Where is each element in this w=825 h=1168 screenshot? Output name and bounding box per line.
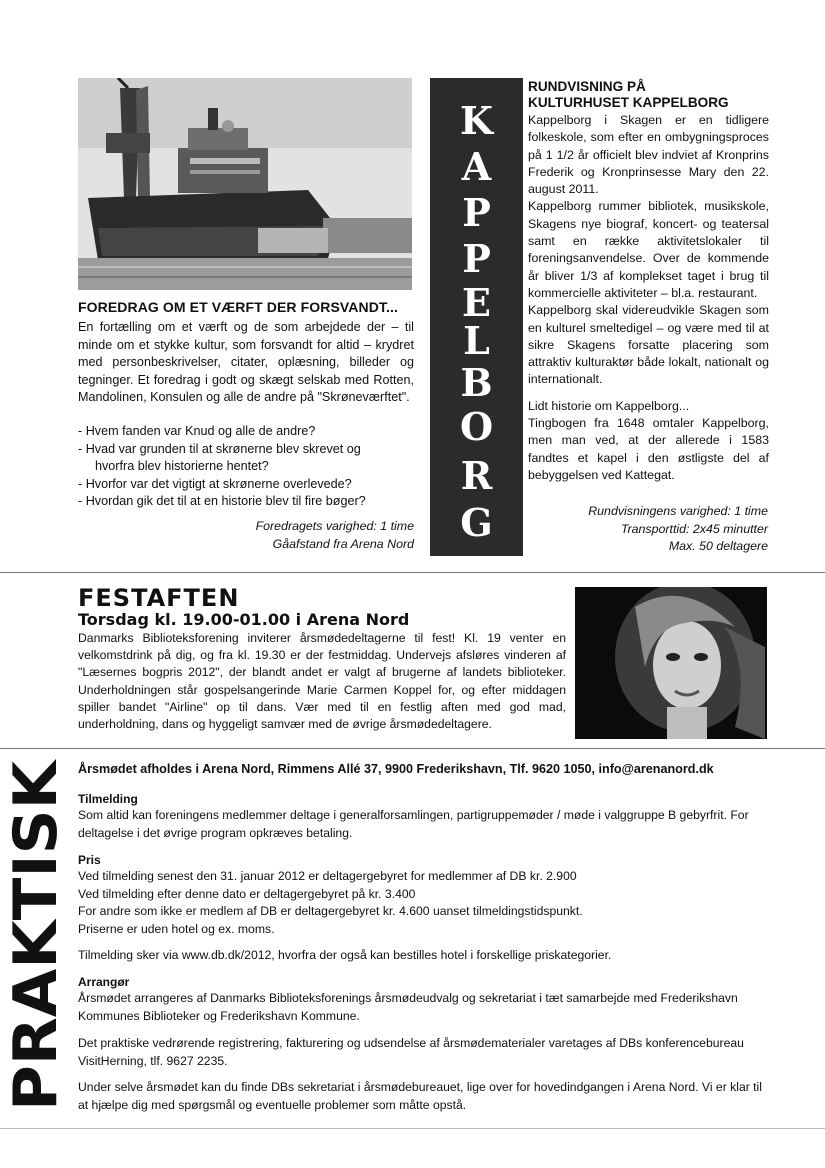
foredrag-body: En fortælling om et værft og de som arbejdede der – til minde om et stykke kultur, som forsvandt for altid – krydret med personbeskrivelser, citater, oplæsning, billeder og tegninger. Et foredrag i godt og skægt selskab med Rotten, Mandolinen, Konsulen og alle de andre på "Skrøneværftet". <box>78 320 414 404</box>
pris-lines <box>78 868 770 938</box>
foredrag-duration: Foredragets varighed: 1 time <box>255 519 414 533</box>
foredrag-title: FOREDRAG OM ET VÆRFT DER FORSVANDT... <box>78 299 398 315</box>
kappelborg-banner <box>430 78 523 556</box>
rundvisning-title <box>528 79 773 111</box>
praktisk-headline: Årsmødet afholdes i Arena Nord, Rimmens Allé 37, 9900 Frederikshavn, Tlf. 9620 1050, info@arenanord.dk <box>78 762 714 776</box>
rundvisning-transport: Transporttid: 2x45 minutter <box>620 521 768 536</box>
pris-line: Priserne er uden hotel og ex. moms. <box>78 921 275 936</box>
question-2-cont: hvorfra blev historierne hentet? <box>95 459 269 473</box>
rundvisning-title-line2: KULTURHUSET KAPPELBORG <box>528 95 729 110</box>
web-tilmelding-text: Tilmelding sker via www.db.dk/2012, hvorfra der også kan bestilles hotel i forskellige priskategorier. <box>78 948 612 962</box>
pris-title: Pris <box>78 853 101 867</box>
arrangor-title: Arrangør <box>78 975 130 989</box>
praktisk-vertical-heading <box>0 756 70 1116</box>
pris-line: For andre som ikke er medlem af DB er deltagergebyret kr. 4.600 uanset tilmeldingstidspunkt. <box>78 904 583 918</box>
rundvisning-title-line1: RUNDVISNING PÅ <box>528 79 646 94</box>
divider <box>0 748 825 749</box>
arrangor-text: Årsmødet arrangeres af Danmarks Biblioteksforenings årsmødeudvalg og sekretariat i tæt samarbejde med Frederikshavn Kommunes Biblioteker og Frederikshavn Kommune. <box>78 991 738 1023</box>
registrering-text: Det praktiske vedrørende registrering, fakturering og udsendelse af årsmødematerialer varetages af DBs konferencebureau VisitHerning, tlf. 9627 2235. <box>78 1036 744 1068</box>
banner-letter: B <box>460 360 493 405</box>
rundvisning-p2: Kappelborg rummer bibliotek, musikskole, Skagens nye biograf, koncert- og teatersal samt en række aktivitetslokaler til foreningsanvendelse. Over de kommende år bliver 1/3 af komplekset taget i brug til kommercielle aktiviteter – bl.a. restaurant. <box>528 199 769 300</box>
pris-line: Ved tilmelding efter denne dato er deltagergebyret på kr. 3.400 <box>78 886 416 901</box>
banner-letter: A <box>461 144 492 189</box>
ship-photo <box>78 78 412 290</box>
rundvisning-meta <box>530 503 768 556</box>
rundvisning-p4: Lidt historie om Kappelborg... <box>528 398 690 413</box>
divider <box>0 572 825 573</box>
banner-letter: L <box>463 318 490 363</box>
singer-illustration <box>575 587 767 739</box>
rundvisning-duration: Rundvisningens varighed: 1 time <box>588 504 768 518</box>
tilmelding-text: Som altid kan foreningens medlemmer deltage i generalforsamlingen, partigruppemøder / møde i valggruppe B gebyrfrit. For deltagelse i det øvrige program opkræves betaling. <box>78 808 749 840</box>
festaften-title: FESTAFTEN <box>78 584 240 612</box>
foredrag-questions <box>78 423 418 511</box>
singer-photo <box>575 587 767 739</box>
banner-letter: R <box>460 453 493 498</box>
praktisk-text: PRAKTISK <box>1 774 70 1111</box>
festaften-body: Danmarks Biblioteksforening inviterer årsmødedeltagerne til fest! Kl. 19 venter en velkomstdrink på dig, og fra kl. 19.30 er der festmiddag. Undervejs afsløres vinderen af "Læsernes bogpris 2012", der blandt andet er valgt af brugerne af landets biblioteker. Underholdningen står gospelsangerinde Marie Carmen Koppel for, og efter middagen spiller bandet "Airline" op til dans. Vær med til en festlig aften med god mad, underholdning, dans og hyggeligt samvær med de øvrige årsmødedeltagere. <box>78 631 566 732</box>
rundvisning-body <box>528 112 769 484</box>
rundvisning-p1: Kappelborg i Skagen er en tidligere folkeskole, som efter en ombygningsproces på 1 1/2 år officielt blev indviet af Kronprins Frederik og Kronprinsesse Mary den 22. august 2011. <box>528 113 769 197</box>
sekretariat-text: Under selve årsmødet kan du finde DBs sekretariat i årsmødebureauet, lige over for hovedindgangen i Arena Nord. Vi er klar til at hjælpe dig med spørgsmål og eventuelle problemer som måtte opstå. <box>78 1080 762 1112</box>
foredrag-meta <box>200 518 414 553</box>
banner-letter: E <box>462 280 491 325</box>
question-3: - Hvorfor var det vigtigt at skrønerne overlevede? <box>78 476 352 491</box>
divider <box>0 1128 825 1129</box>
banner-letter: P <box>462 190 491 235</box>
ship-illustration <box>78 78 412 290</box>
banner-letter: P <box>462 236 491 281</box>
banner-letter: G <box>460 500 493 545</box>
foredrag-distance: Gåafstand fra Arena Nord <box>272 536 414 551</box>
rundvisning-max: Max. 50 deltagere <box>668 539 768 553</box>
rundvisning-p3: Kappelborg skal videreudvikle Skagen som en kulturel smeltedigel – og være med til at sikre Skagens forsatte placering som attraktiv kulturaktør både lokalt, nationalt og internationalt. <box>528 303 769 387</box>
banner-letter: O <box>459 404 494 449</box>
banner-letter: K <box>459 98 494 143</box>
pris-line: Ved tilmelding senest den 31. januar 2012 er deltagergebyret for medlemmer af DB kr. 2.900 <box>78 869 577 883</box>
question-2: - Hvad var grunden til at skrønerne blev skrevet og <box>78 441 361 456</box>
question-4: - Hvordan gik det til at en historie blev til fire bøger? <box>78 494 366 508</box>
rundvisning-p5: Tingbogen fra 1648 omtaler Kappelborg, men man ved, at der allerede i 1583 fandtes et kapel i den østligste del af bebyggelsen ved Kattegat. <box>528 416 769 482</box>
tilmelding-title: Tilmelding <box>78 792 138 806</box>
festaften-subtitle: Torsdag kl. 19.00-01.00 i Arena Nord <box>78 610 410 629</box>
question-1: - Hvem fanden var Knud og alle de andre? <box>78 424 316 438</box>
